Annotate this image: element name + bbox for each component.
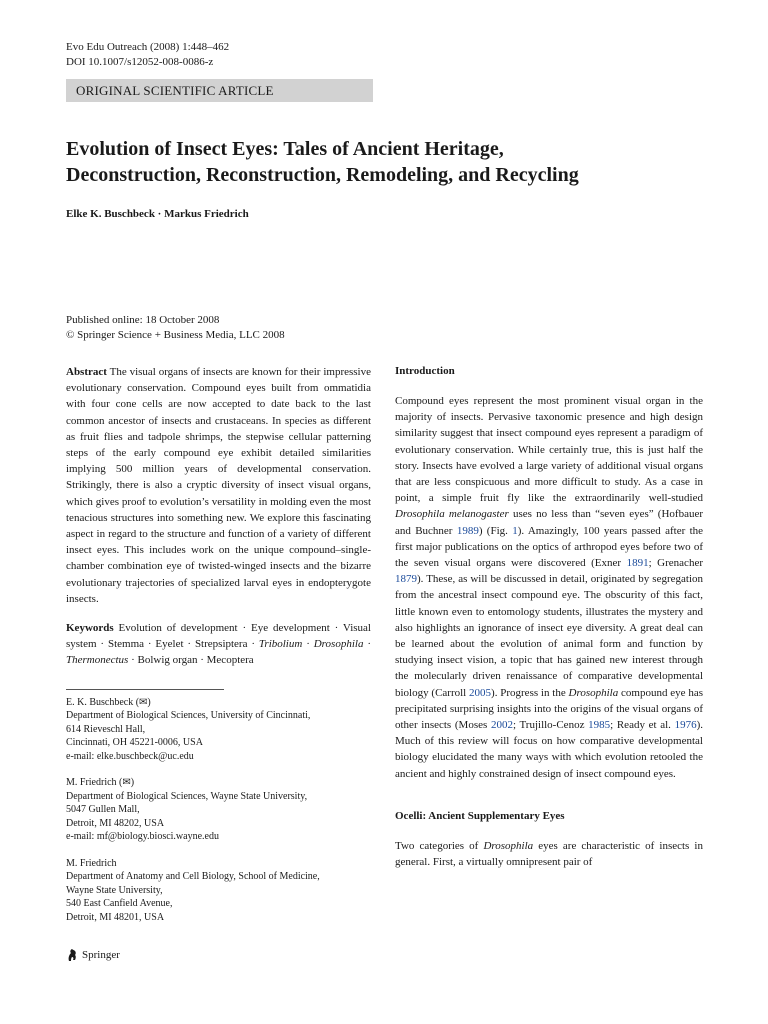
text-run: ). These, as will be discussed in detail, originated by segregation from the ancestral insect compound eye. The obscurity of this fact, little known even to entomology students, illustrates the mystery and also highlights an ignorance of insect eye diversity. A great deal can be learned about the evolution of animal form and function by studying insect vision, a topic that has gained new interest through the molecularly driven renaissance of comparative developmental biology (Carroll [395,573,703,699]
introduction-heading: Introduction [395,365,455,377]
affiliation-3 [66,857,371,925]
genus-name: Drosophila [483,839,534,852]
text-run: eyes are characteristic of insects in general. First, a virtually omnipresent pair of [395,839,703,869]
publisher-name: Springer [82,949,120,961]
page-footer [66,948,120,962]
keyword-tribolium: Tribolium [258,638,303,651]
affiliation-name: M. Friedrich (✉) [66,777,135,789]
authors: Elke K. Buschbeck · Markus Friedrich [66,208,249,220]
text-run: ; Grenacher [648,557,703,570]
journal-citation: Evo Edu Outreach (2008) 1:448–462 [66,41,230,53]
affiliation-line: Department of Biological Sciences, University of Cincinnati, [66,710,311,722]
affiliation-line: Department of Anatomy and Cell Biology, School of Medicine, [66,871,320,883]
affiliation-line: 614 Rieveschl Hall, [66,723,146,735]
keyword-thermonectus: Thermonectus [66,654,129,667]
affiliation-line: 540 East Canfield Avenue, [66,898,173,910]
affiliation-name: E. K. Buschbeck (✉) [66,696,151,708]
affiliation-2 [66,776,371,844]
copyright: © Springer Science + Business Media, LLC 2008 [66,329,285,341]
text-run: ). Progress in the [491,686,569,699]
affiliation-email[interactable]: e-mail: mf@biology.biosci.wayne.edu [66,831,219,843]
affiliation-line: Department of Biological Sciences, Wayne State University, [66,790,308,802]
citation-link[interactable]: 1989 [456,524,479,537]
text-run: Compound eyes represent the most prominent visual organ in the majority of insects. Pervasive taxonomic presence and high design similarity suggest that insect compound eyes represent a paradigm of evolutionary conservation. While certainly true, this is just half the story. Insects have evolved a large variety of additional visual organs that are less conspicuous and more difficult to study. As a case in point, a simple fruit fly like the extraordinarily well-studied [395,395,703,505]
doi: DOI 10.1007/s12052-008-0086-z [66,56,214,68]
affiliation-line: Wayne State University, [66,884,163,896]
text-run: Two categories of [395,839,484,852]
ocelli-heading: Ocelli: Ancient Supplementary Eyes [395,809,565,822]
species-name: Drosophila melanogaster [395,508,509,521]
citation-link[interactable]: 1976 [674,719,697,732]
text-run: uses no less than “seven eyes” (Hofbauer and Buchner [395,508,704,537]
text-run: ) (Fig. [478,524,513,537]
abstract [66,364,371,607]
citation-link[interactable]: 2002 [490,719,513,732]
affiliation-line: Cincinnati, OH 45221-0006, USA [66,737,203,749]
title-line-1: Evolution of Insect Eyes: Tales of Ancient Heritage, [66,138,504,160]
affiliation-name: M. Friedrich [66,857,117,869]
affiliation-1 [66,696,371,764]
journal-header [66,40,229,70]
published-date: Published online: 18 October 2008 [66,314,220,326]
article-title [66,136,726,188]
left-column [66,364,371,937]
right-column [395,364,703,897]
keyword-drosophila: Drosophila [313,638,364,651]
citation-link[interactable]: 2005 [469,686,492,699]
affiliation-email[interactable]: e-mail: elke.buschbeck@uc.edu [66,750,194,762]
keywords-label: Keywords [66,622,114,635]
abstract-label: Abstract [66,366,107,378]
text-run: compound eye has precipitated surprising insights into the origins of the visual organs of other insects (Moses [395,686,703,732]
springer-horse-icon [66,948,78,962]
keywords-text: Evolution of development · Eye development · Visual system · Stemma · Eyelet · Strepsiptera · [66,622,371,651]
article-type-banner: ORIGINAL SCIENTIFIC ARTICLE [66,79,373,102]
text-run: ; Trujillo-Cenoz [512,719,589,732]
affiliation-line: Detroit, MI 48202, USA [66,817,165,829]
affiliation-divider [66,689,224,690]
figure-link[interactable]: 1 [512,524,518,537]
citation-link[interactable]: 1985 [588,719,611,732]
genus-name: Drosophila [568,686,619,699]
text-run: ; Ready et al. [610,719,675,732]
text-run: ). Amazingly, 100 years passed after the first major publications on the optics of arthropod eyes before two of the seven visual organs were discovered (Exner [395,524,704,570]
ocelli-paragraph [395,838,703,870]
keywords [66,620,371,669]
citation-link[interactable]: 1891 [626,557,649,570]
keywords-text-end: · Bolwig organ · Mecoptera [128,654,254,667]
keyword-separator: · [302,638,314,651]
affiliation-line: Detroit, MI 48201, USA [66,911,165,923]
title-line-2: Deconstruction, Reconstruction, Remodeling, and Recycling [66,164,579,186]
text-run: ). Much of this review will focus on how comparative developmental biology elucidated the many ways with which evolution retooled the ancient and highly constrained design of insect compound eyes. [395,719,703,780]
keyword-separator: · [363,638,371,651]
citation-link[interactable]: 1879 [395,573,417,586]
abstract-text: The visual organs of insects are known for their impressive evolutionary conservation. Compound eyes built from ommatidia with four cone cells are now accepted to date back to the last common ancestor of insects and crustaceans. In species as different as fruit flies and tadpole shrimps, the stepwise cellular patterning steps of the early compound eye exhibit detailed similarities implying 500 million years of developmental conservation. Strikingly, there is also a cryptic diversity of insect visual organs, which gives proof to evolution’s versatility in molding even the most tenacious structures into something new. We explore this fascinating aspect in regard to the structure and function of a variety of different insect eyes. This includes work on the unique compound–single-chamber combination eye of twisted-winged insects and the bizarre evolutionary trajectories of specialized larval eyes in endopterygote insects. [66,366,371,605]
affiliation-line: 5047 Gullen Mall, [66,804,140,816]
introduction-paragraph [395,393,703,782]
publication-info [66,313,285,343]
